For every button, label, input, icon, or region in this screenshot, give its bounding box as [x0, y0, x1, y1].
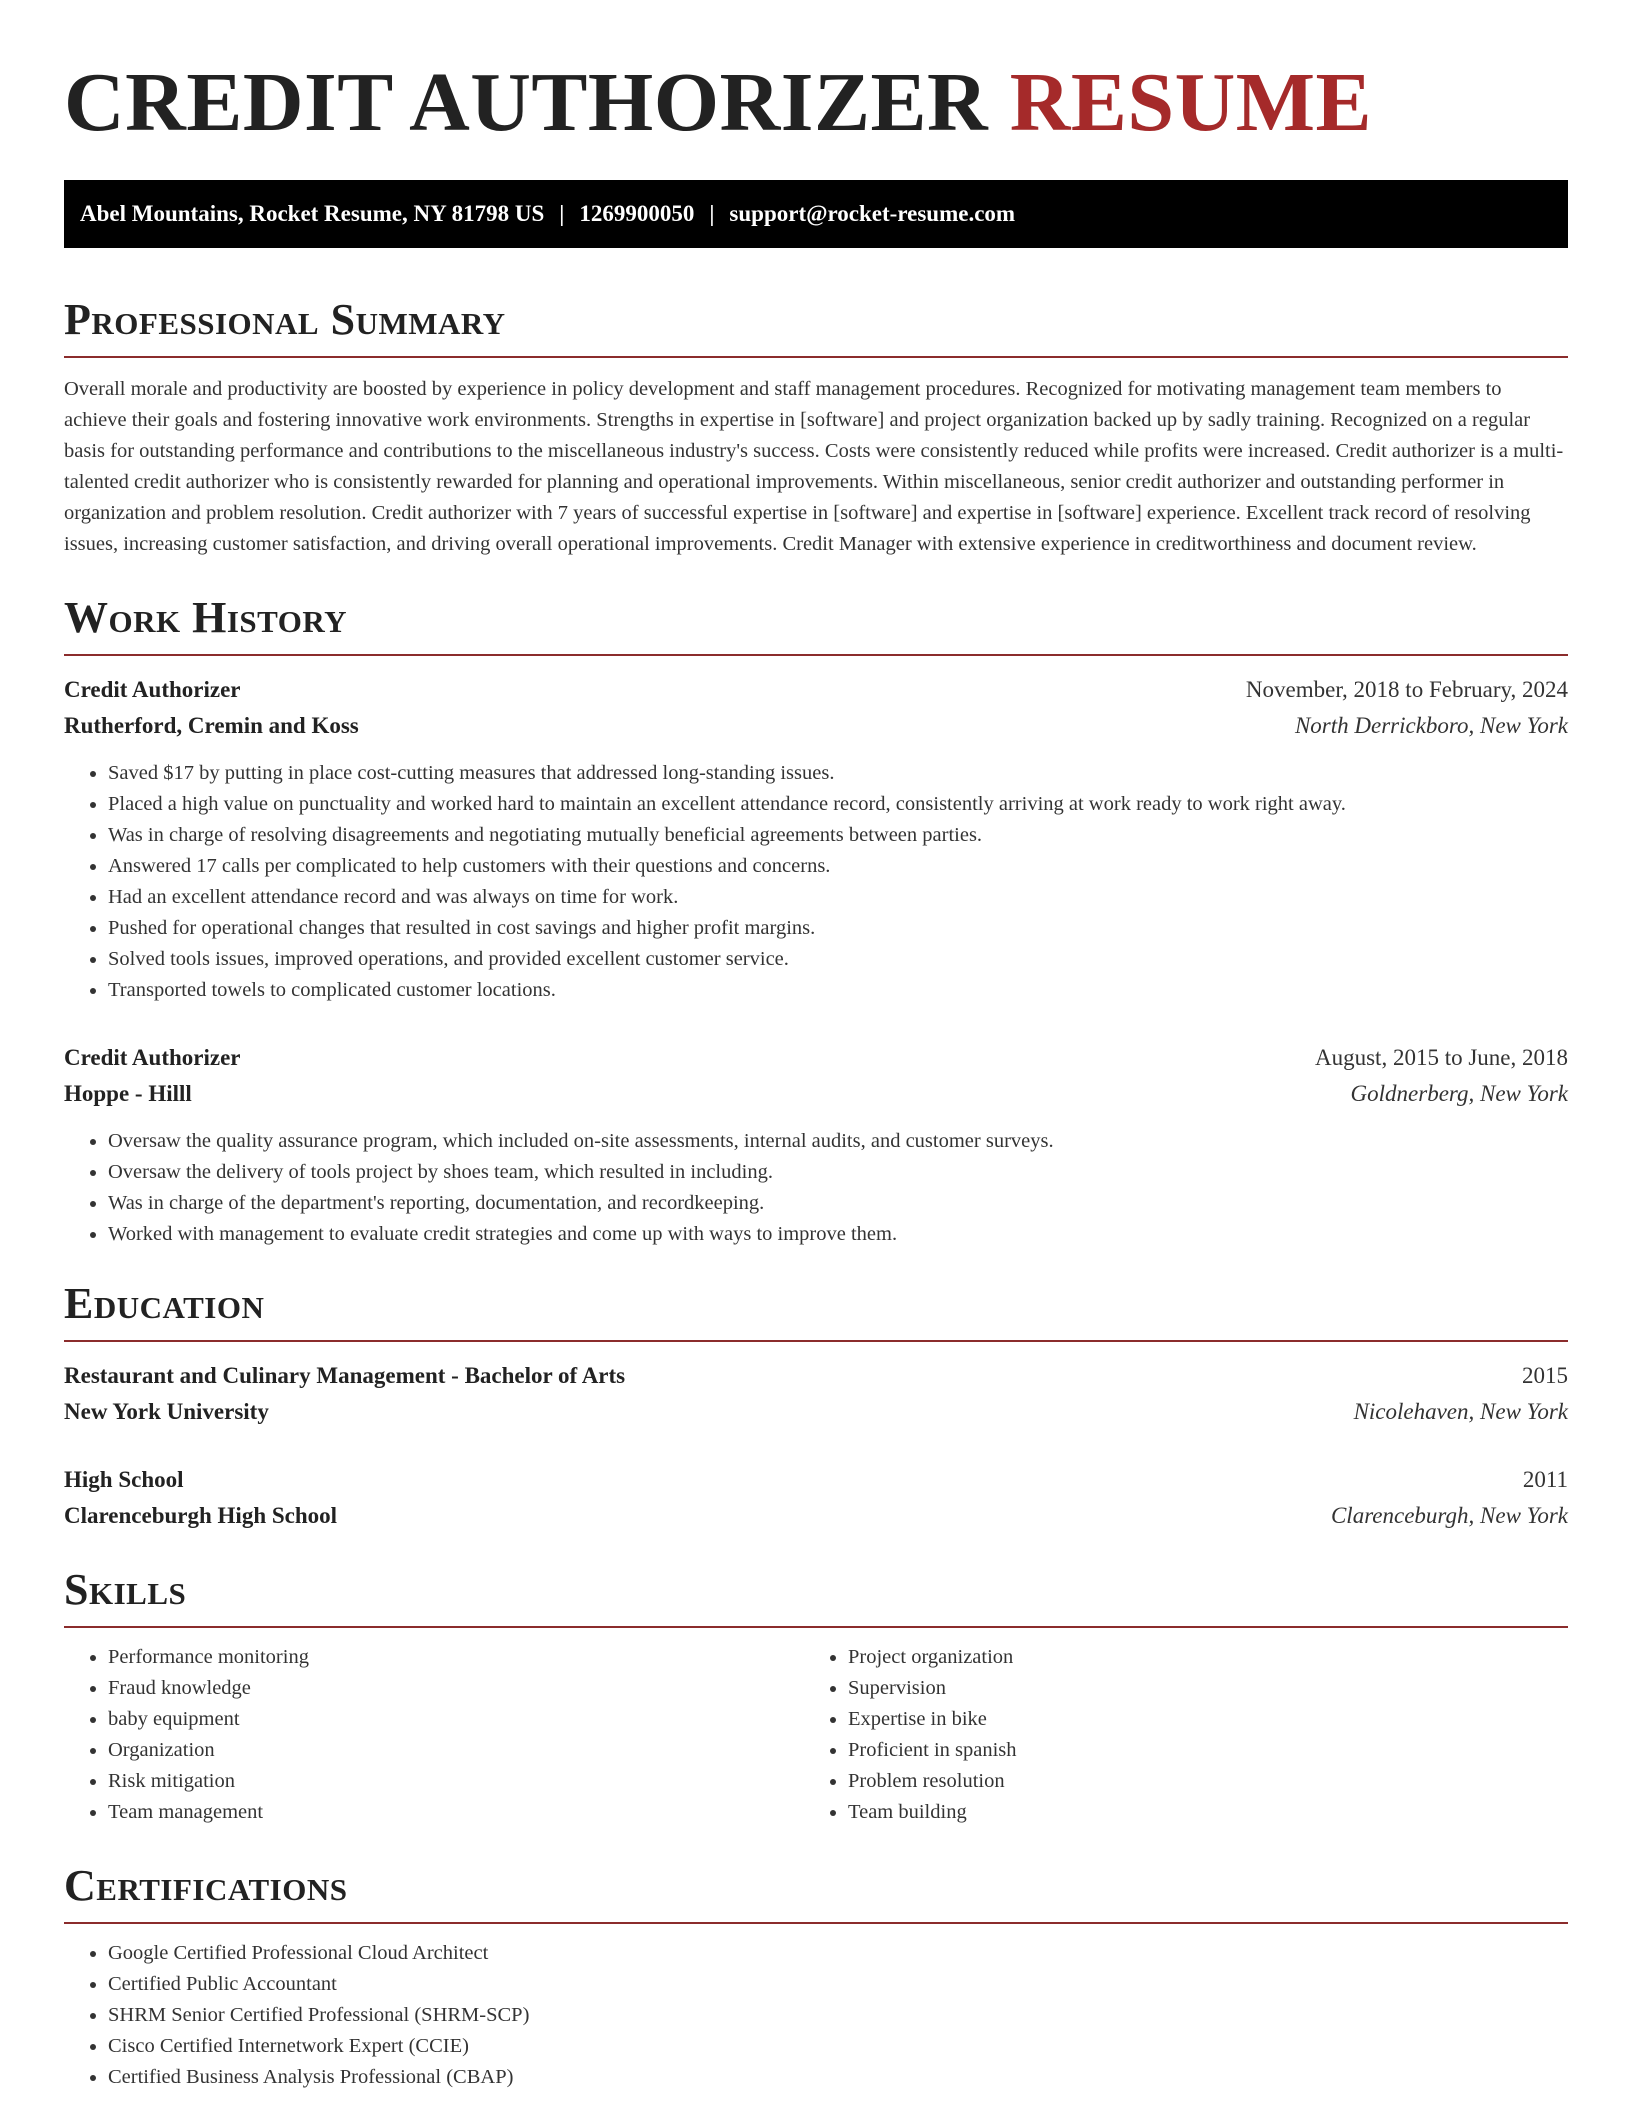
section-heading-skills: Skills	[64, 1565, 187, 1614]
job-company: Rutherford, Cremin and Koss	[64, 713, 359, 738]
skill-item: • Organization	[108, 1735, 804, 1766]
skills-column-left	[64, 1642, 804, 1828]
job-location: Goldnerberg, New York	[1350, 1081, 1568, 1106]
job-header-row	[64, 1040, 1568, 1076]
section-divider	[64, 654, 1568, 656]
section-divider	[64, 1340, 1568, 1342]
certifications-section	[64, 1858, 1568, 2093]
job-title: Credit Authorizer	[64, 677, 241, 702]
list-item: • Solved tools issues, improved operations, and provided excellent customer service.	[108, 944, 1568, 975]
skill-item: • Proficient in spanish	[848, 1735, 1544, 1766]
education-location: Clarenceburgh, New York	[1330, 1503, 1568, 1528]
contact-separator: |	[559, 201, 565, 226]
certification-item: • Cisco Certified Internetwork Expert (CCIE)	[108, 2031, 1568, 2062]
education-entry	[64, 1462, 1568, 1534]
list-item: • Pushed for operational changes that resulted in cost savings and higher profit margins.	[108, 913, 1568, 944]
skills-section	[64, 1562, 1568, 1828]
job-company-row	[64, 1076, 1568, 1112]
job-company-row	[64, 708, 1568, 744]
job-bullets	[64, 758, 1568, 1006]
job-dates: November, 2018 to February, 2024	[1245, 677, 1568, 702]
section-divider	[64, 356, 1568, 358]
skill-item: • baby equipment	[108, 1704, 804, 1735]
list-item: • Answered 17 calls per complicated to help customers with their questions and concerns.	[108, 851, 1568, 882]
certifications-list	[64, 1938, 1568, 2093]
education-degree: Restaurant and Culinary Management - Bachelor of Arts	[64, 1363, 626, 1388]
list-item: • Oversaw the delivery of tools project by shoes team, which resulted in including.	[108, 1157, 1568, 1188]
list-item: • Placed a high value on punctuality and worked hard to maintain an excellent attendance record, consistently arriving at work ready to work right away.	[108, 789, 1568, 820]
job-dates: August, 2015 to June, 2018	[1315, 1045, 1568, 1070]
skills-grid	[64, 1642, 1568, 1828]
list-item: • Was in charge of the department's reporting, documentation, and recordkeeping.	[108, 1188, 1568, 1219]
title-accent: RESUME	[1009, 56, 1373, 149]
section-heading-certifications: Certifications	[64, 1861, 348, 1910]
section-divider	[64, 1626, 1568, 1628]
list-item: • Saved $17 by putting in place cost-cutting measures that addressed long-standing issues.	[108, 758, 1568, 789]
certification-item: • Certified Business Analysis Professional (CBAP)	[108, 2062, 1568, 2093]
education-header-row	[64, 1358, 1568, 1394]
title-main: CREDIT AUTHORIZER	[64, 56, 989, 149]
work-section	[64, 590, 1568, 1250]
certification-item: • Google Certified Professional Cloud Architect	[108, 1938, 1568, 1969]
summary-text: Overall morale and productivity are boosted by experience in policy development and staff management procedures. Recognized for motivating management team members to achieve their goals and fostering innovative work environments. Strengths in expertise in [software] and project organization backed up by sadly training. Recognized on a regular basis for outstanding performance and contributions to the miscellaneous industry's success. Costs were consistently reduced while profits were increased. Credit authorizer is a multi-talented credit authorizer who is consistently rewarded for planning and operational improvements. Within miscellaneous, senior credit authorizer and outstanding performer in organization and problem resolution. Credit authorizer with 7 years of successful expertise in [software] and expertise in [software] experience. Excellent track record of resolving issues, increasing customer satisfaction, and driving overall operational improvements. Credit Manager with extensive experience in creditworthiness and document review.	[64, 378, 1564, 555]
job-entry	[64, 1040, 1568, 1250]
list-item: • Had an excellent attendance record and was always on time for work.	[108, 882, 1568, 913]
contact-separator: |	[709, 201, 715, 226]
skills-list	[64, 1642, 804, 1828]
job-header-row	[64, 672, 1568, 708]
skill-item: • Team management	[108, 1797, 804, 1828]
contact-address: Abel Mountains, Rocket Resume, NY 81798 US	[80, 201, 545, 226]
list-item: • Worked with management to evaluate credit strategies and come up with ways to improve them.	[108, 1219, 1568, 1250]
section-heading-work: Work History	[64, 593, 348, 642]
job-bullets	[64, 1126, 1568, 1250]
education-location: Nicolehaven, New York	[1353, 1399, 1568, 1424]
education-year: 2015	[1522, 1363, 1568, 1388]
contact-bar	[64, 180, 1568, 248]
list-item: • Oversaw the quality assurance program, which included on-site assessments, internal audits, and customer surveys.	[108, 1126, 1568, 1157]
skill-item: • Risk mitigation	[108, 1766, 804, 1797]
job-entry	[64, 672, 1568, 1006]
skill-item: • Supervision	[848, 1673, 1544, 1704]
education-year: 2011	[1522, 1467, 1568, 1492]
job-company: Hoppe - Hilll	[64, 1081, 192, 1106]
education-school: New York University	[64, 1399, 269, 1424]
education-header-row	[64, 1462, 1568, 1498]
skill-item: • Problem resolution	[848, 1766, 1544, 1797]
section-heading-summary: Professional Summary	[64, 295, 506, 344]
skills-list	[804, 1642, 1544, 1828]
education-school: Clarenceburgh High School	[64, 1503, 338, 1528]
skill-item: • Fraud knowledge	[108, 1673, 804, 1704]
skill-item: • Performance monitoring	[108, 1642, 804, 1673]
section-heading-education: Education	[64, 1279, 265, 1328]
section-divider	[64, 1922, 1568, 1924]
contact-phone[interactable]: 1269900050	[579, 201, 695, 226]
education-school-row	[64, 1498, 1568, 1534]
education-entry	[64, 1358, 1568, 1430]
list-item: • Was in charge of resolving disagreements and negotiating mutually beneficial agreements between parties.	[108, 820, 1568, 851]
education-school-row	[64, 1394, 1568, 1430]
job-location: North Derrickboro, New York	[1294, 713, 1568, 738]
education-section	[64, 1276, 1568, 1534]
resume-title	[64, 48, 1568, 158]
list-item: • Transported towels to complicated customer locations.	[108, 975, 1568, 1006]
skill-item: • Expertise in bike	[848, 1704, 1544, 1735]
certification-item: • Certified Public Accountant	[108, 1969, 1568, 2000]
education-degree: High School	[64, 1467, 184, 1492]
contact-email[interactable]: support@rocket-resume.com	[729, 201, 1016, 226]
skill-item: • Project organization	[848, 1642, 1544, 1673]
skills-column-right	[804, 1642, 1544, 1828]
certification-item: • SHRM Senior Certified Professional (SHRM-SCP)	[108, 2000, 1568, 2031]
summary-section	[64, 292, 1568, 560]
skill-item: • Team building	[848, 1797, 1544, 1828]
job-title: Credit Authorizer	[64, 1045, 241, 1070]
